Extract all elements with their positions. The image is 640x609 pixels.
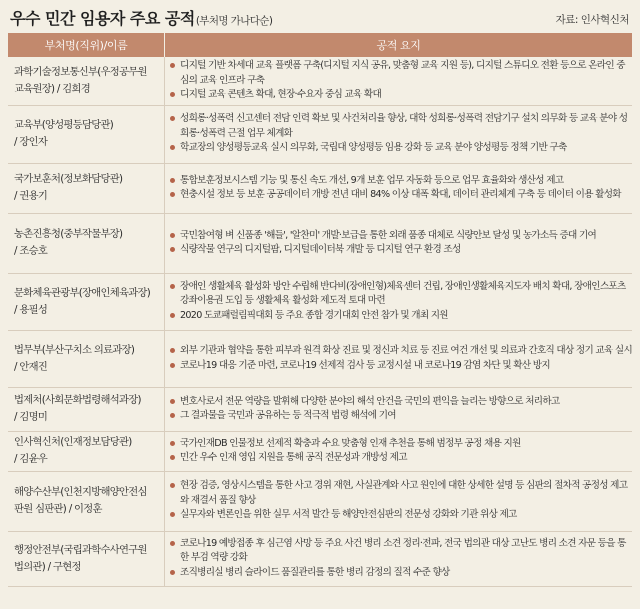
dept-line: 법의관) / 구현정 [14, 560, 81, 573]
summary-item: 디지털 기반 차세대 교육 플랫폼 구축(디지털 지식 공유, 맞춤형 교육 지원 등), 디지털 스튜디오 전환 등으로 온라인 중심의 교육 인프라 구축 [169, 59, 632, 88]
awards-table [8, 33, 632, 587]
column-header-summary: 공적 요지 [165, 33, 633, 57]
table-row [8, 471, 632, 531]
summary-item: 국민참여형 벼 신품종 '해들', '알찬미' 개발·보급을 통한 외래 품종 대체로 식량안보 달성 및 농가소득 증대 기여 [169, 229, 632, 244]
summary-item: 조직병리실 병리 슬라이드 품질관리를 통한 병리 감정의 질적 수준 향상 [169, 566, 632, 581]
summary-item: 변호사로서 전문 역량을 발휘해 다양한 분야의 해석 안건을 국민의 편익을 늘리는 방향으로 처리하고 [169, 395, 632, 410]
dept-line: 문화체육관광부(장애인체육과장) [14, 286, 151, 299]
dept-line: 교육원장) / 김희경 [14, 82, 90, 95]
dept-line: / 조승호 [14, 245, 48, 257]
table-row [8, 57, 632, 105]
dept-line: 교육부(양성평등담당관) [14, 119, 114, 131]
summary-item: 성희롱·성폭력 신고센터 전담 인력 확보 및 사건처리율 향상, 대학 성희롱·성폭력 전담기구 설치 의무화 등 교육 분야 성희롱·성폭력 근절 업무 체계화 [169, 112, 632, 141]
summary-cell [165, 57, 633, 105]
table-header-row [8, 33, 632, 57]
summary-cell [165, 471, 633, 531]
summary-item: 식량작물 연구의 디지털팜, 디지털데이터북 개발 등 디지털 연구 환경 조성 [169, 243, 632, 258]
dept-cell [8, 330, 165, 387]
summary-list [169, 395, 632, 424]
summary-item: 실무자와 변론인을 위한 실무 서적 발간 등 해양안전심판의 전문성 강화와 기관 위상 제고 [169, 508, 632, 523]
summary-cell [165, 330, 633, 387]
dept-line: / 용필성 [14, 303, 48, 316]
dept-cell [8, 57, 165, 105]
summary-list [169, 112, 632, 156]
table-row [8, 387, 632, 431]
summary-list [169, 479, 632, 523]
dept-line: / 장인자 [14, 136, 48, 148]
summary-item: 외부 기관과 협약을 통한 피부과 원격 화상 진료 및 정신과 치료 등 진료 여건 개선 및 의료과 간호직 대상 정기 교육 실시 [169, 344, 632, 359]
summary-list [169, 344, 632, 373]
summary-item: 현장 검증, 영상시스템을 통한 사고 경위 재현, 사실관계와 사고 원인에 대한 상세한 설명 등 심판의 절차적 공정성 제고와 재결서 품질 향상 [169, 479, 632, 508]
dept-cell [8, 471, 165, 531]
dept-line: 법제처(사회문화법령해석과장) [14, 394, 141, 406]
summary-item: 통합보훈정보시스템 기능 및 통신 속도 개선, 9개 보훈 업무 자동화 등으로 업무 효율화와 생산성 제고 [169, 174, 632, 189]
dept-line: 행정안전부(국립과학수사연구원 [14, 543, 147, 556]
summary-list [169, 437, 632, 466]
summary-cell [165, 531, 633, 586]
dept-line: / 권용기 [14, 190, 48, 202]
summary-item: 코로나19 대응 기준 마련, 코로나19 선제적 검사 등 교정시설 내 코로나19 감염 차단 및 확산 방지 [169, 359, 632, 374]
summary-item: 민간 우수 인재 영입 지원을 통해 공직 전문성과 개방성 제고 [169, 451, 632, 466]
dept-line: 해양수산부(인천지방해양안전심 [14, 486, 147, 498]
dept-line: 법무부(부산구치소 의료과장) [14, 343, 135, 356]
header [8, 0, 632, 33]
dept-line: 인사혁신처(인재정보담당관) [14, 436, 132, 448]
dept-cell [8, 387, 165, 431]
dept-cell [8, 213, 165, 273]
summary-list [169, 59, 632, 103]
summary-item: 디지털 교육 콘텐츠 확대, 현장·수요자 중심 교육 확대 [169, 88, 632, 103]
title-subtitle: (부처명 가나다순) [195, 15, 273, 27]
table-row [8, 163, 632, 213]
summary-item: 그 결과물을 국민과 공유하는 등 적극적 법령 해석에 기여 [169, 409, 632, 424]
table-row [8, 105, 632, 163]
summary-list [169, 174, 632, 203]
summary-cell [165, 213, 633, 273]
summary-cell [165, 105, 633, 163]
summary-item: 학교장의 양성평등교육 실시 의무화, 국립대 양성평등 임용 강화 등 교육 분야 양성평등 정책 기반 구축 [169, 141, 632, 156]
table-row [8, 330, 632, 387]
dept-cell [8, 105, 165, 163]
summary-item: 장애인 생활체육 활성화 방안 수립해 반다비(장애인형)체육센터 건립, 장애인생활체육지도자 배치 확대, 장애인스포츠강좌이용권 도입 등 생활체육 활성화 제도적 토대 마련 [169, 280, 632, 309]
dept-line: 농촌진흥청(중부작물부장) [14, 228, 123, 240]
summary-item: 국가인재DB 인물정보 선제적 확충과 수요 맞춤형 인재 추천을 통해 범정부 공정 채용 지원 [169, 437, 632, 452]
summary-item: 코로나19 예방접종 후 심근염 사망 등 주요 사건 병리 소견 정리·전파, 전국 법의관 대상 고난도 병리 소견 자문 등을 통한 부검 역량 강화 [169, 537, 632, 566]
table-row [8, 273, 632, 330]
page-title [10, 6, 272, 29]
dept-line: 과학기술정보통신부(우정공무원 [14, 65, 147, 78]
dept-line: / 김명미 [14, 411, 48, 423]
summary-cell [165, 163, 633, 213]
summary-cell [165, 273, 633, 330]
dept-line: / 안재진 [14, 360, 48, 373]
title-text: 우수 민간 임용자 주요 공적 [10, 9, 195, 28]
dept-cell [8, 531, 165, 586]
dept-line: / 김윤우 [14, 453, 48, 465]
summary-list [169, 229, 632, 258]
summary-item: 2020 도쿄패럴림픽대회 등 주요 종합 경기대회 안전 참가 및 개최 지원 [169, 309, 632, 324]
dept-cell [8, 431, 165, 471]
table-row [8, 431, 632, 471]
table-row [8, 213, 632, 273]
summary-list [169, 280, 632, 324]
table-row [8, 531, 632, 586]
dept-line: 국가보훈처(정보화담당관) [14, 173, 123, 185]
source-note: 자료: 인사혁신처 [555, 14, 629, 26]
summary-cell [165, 387, 633, 431]
summary-list [169, 537, 632, 581]
column-header-dept: 부처명(직위)/이름 [8, 33, 165, 57]
dept-cell [8, 163, 165, 213]
summary-cell [165, 431, 633, 471]
dept-cell [8, 273, 165, 330]
summary-item: 현충시설 정보 등 보훈 공공데이터 개방 전년 대비 84% 이상 대폭 확대, 데이터 관리체계 구축 등 데이터 이용 활성화 [169, 188, 632, 203]
dept-line: 판원 심판관) / 이정훈 [14, 503, 102, 515]
